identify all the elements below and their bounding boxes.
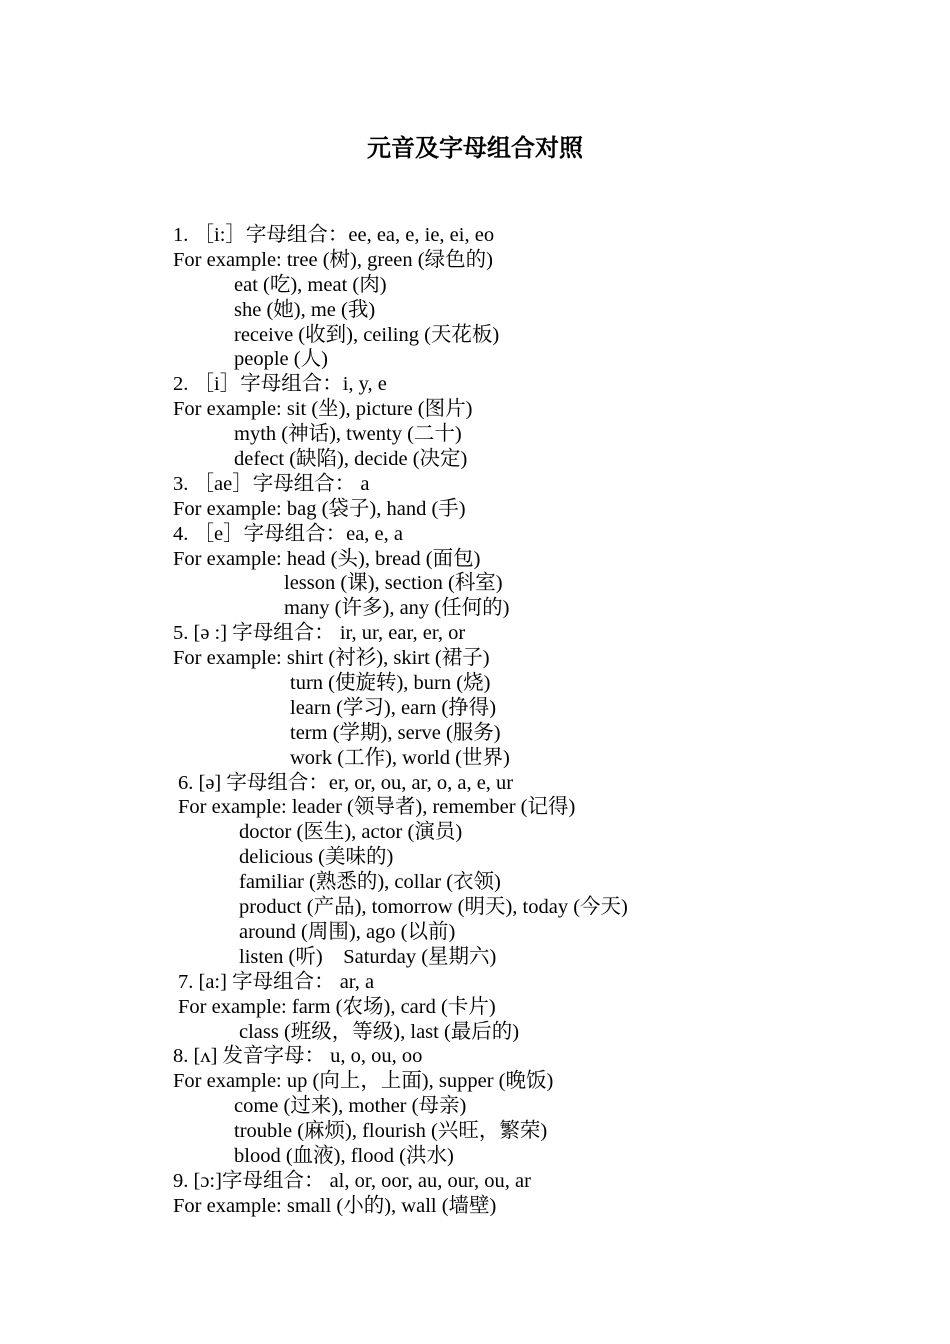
example-line: term (学期), serve (服务) [290,721,501,744]
section-heading-6: 6. [ə] 字母组合：er, or, ou, ar, o, a, e, ur [178,771,514,794]
section-heading-2: 2. ［i］字母组合：i, y, e [173,373,387,396]
example-line: listen (听) Saturday (星期六) [239,945,497,968]
example-line: For example: sit (坐), picture (图片) [173,398,473,421]
example-line: people (人) [234,348,328,371]
example-line: turn (使旋转), burn (烧) [290,672,491,695]
example-line: she (她), me (我) [234,298,376,321]
example-line: work (工作), world (世界) [290,746,510,769]
section-heading-3: 3. ［ae］字母组合： a [173,472,370,495]
document-body [173,223,873,1219]
example-line: trouble (麻烦), flourish (兴旺，繁荣) [234,1120,548,1143]
example-line: For example: leader (领导者), remember (记得) [178,796,576,819]
example-line: defect (缺陷), decide (决定) [234,448,468,471]
section-heading-9: 9. [ɔ:]字母组合： al, or, oor, au, our, ou, ar [173,1169,531,1192]
example-line: learn (学习), earn (挣得) [290,696,497,719]
example-line: For example: farm (农场), card (卡片) [178,995,496,1018]
example-line: myth (神话), twenty (二十) [234,423,462,446]
example-line: doctor (医生), actor (演员) [239,821,463,844]
section-heading-8: 8. [ʌ] 发音字母： u, o, ou, oo [173,1045,423,1068]
example-line: receive (收到), ceiling (天花板) [234,323,500,346]
document-title: 元音及字母组合对照 [367,136,583,162]
section-heading-7: 7. [a:] 字母组合： ar, a [178,970,375,993]
example-line: For example: tree (树), green (绿色的) [173,248,493,271]
section-heading-1: 1. ［i:］字母组合：ee, ea, e, ie, ei, eo [173,224,495,246]
example-line: familiar (熟悉的), collar (衣领) [239,871,501,894]
example-line: For example: head (头), bread (面包) [173,547,481,570]
example-line: around (周围), ago (以前) [239,920,456,943]
example-line: come (过来), mother (母亲) [234,1095,467,1118]
example-line: product (产品), tomorrow (明天), today (今天) [239,896,628,919]
section-heading-5: 5. [ə :] 字母组合： ir, ur, ear, er, or [173,622,466,645]
example-line: lesson (课), section (科室) [284,572,503,595]
example-line: blood (血液), flood (洪水) [234,1144,454,1167]
example-line: For example: small (小的), wall (墙壁) [173,1194,497,1217]
example-line: eat (吃), meat (肉) [234,273,387,296]
section-heading-4: 4. ［e］字母组合：ea, e, a [173,522,403,545]
example-line: delicious (美味的) [239,846,394,869]
example-line: For example: up (向上，上面), supper (晚饭) [173,1070,554,1093]
example-line: For example: shirt (衬衫), skirt (裙子) [173,647,490,670]
example-line: For example: bag (袋子), hand (手) [173,497,466,520]
example-line: class (班级，等级), last (最后的) [239,1020,520,1043]
example-line: many (许多), any (任何的) [284,597,510,620]
